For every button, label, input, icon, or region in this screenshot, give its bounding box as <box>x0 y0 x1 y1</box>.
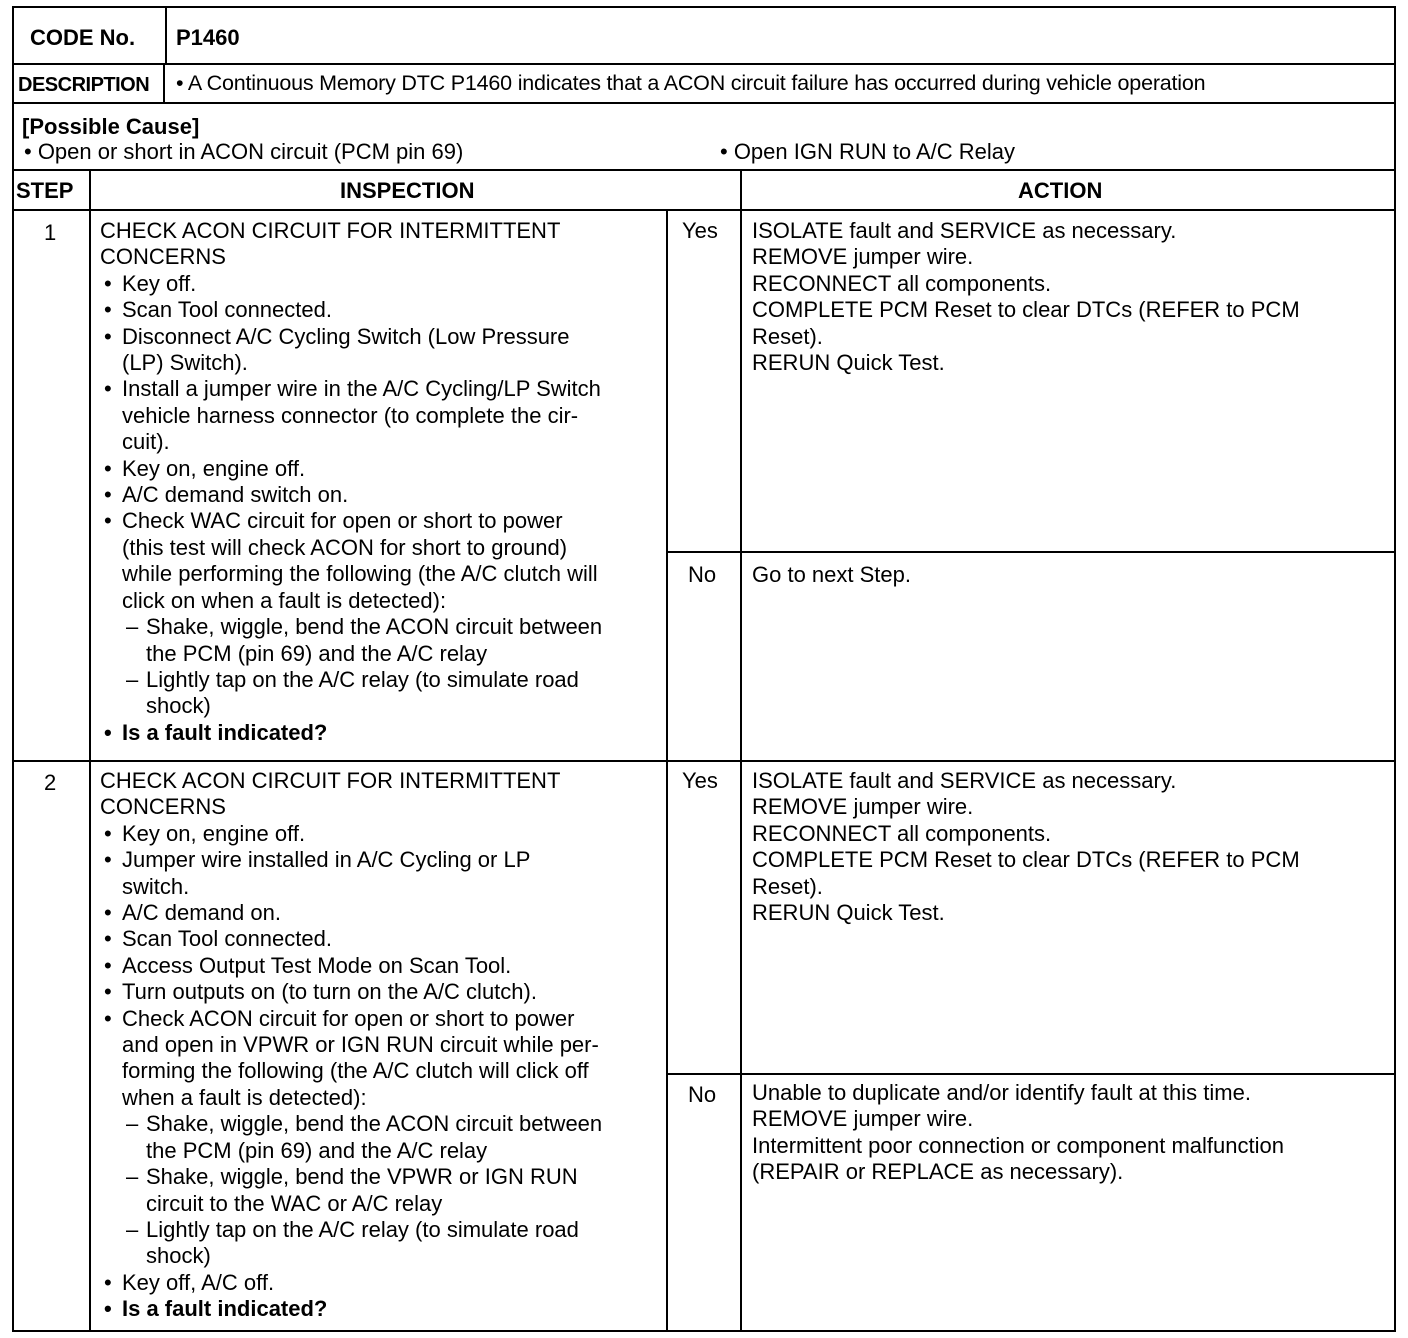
yes-action-list <box>752 218 1392 376</box>
inspection-item: • Check ACON circuit for open or short to power <box>100 1006 662 1032</box>
rule-step1-yes-no <box>666 551 1396 553</box>
column-header-step: STEP <box>16 178 74 203</box>
rule-step-divider <box>89 169 91 1332</box>
possible-cause-item: • Open IGN RUN to A/C Relay <box>720 139 1016 164</box>
action-line: RERUN Quick Test. <box>752 350 945 376</box>
action-line: Reset). <box>752 323 823 349</box>
action-line: RECONNECT all components. <box>752 270 1052 296</box>
description-text: • A Continuous Memory DTC P1460 indicates that a ACON circuit failure has occurred during vehicle operation <box>176 71 1206 95</box>
column-header-action: ACTION <box>1018 178 1103 203</box>
inspection-subitem: shock) <box>146 1243 211 1269</box>
inspection-item: switch. <box>122 873 190 899</box>
action-line: Reset). <box>752 873 823 899</box>
inspection-subitem: – Shake, wiggle, bend the ACON circuit between <box>100 1111 662 1137</box>
rule-inspection-yesno-divider <box>666 209 668 1332</box>
inspection-question: • Is a fault indicated? <box>100 1296 662 1322</box>
possible-cause-heading: [Possible Cause] <box>22 114 200 139</box>
inspection-item: • Check WAC circuit for open or short to power <box>100 508 662 534</box>
inspection-heading: CONCERNS <box>100 244 226 270</box>
inspection-subitem: – Shake, wiggle, bend the VPWR or IGN RUN <box>100 1164 662 1190</box>
action-line: ISOLATE fault and SERVICE as necessary. <box>752 218 1177 243</box>
step-number: 1 <box>44 220 57 245</box>
action-line: REMOVE jumper wire. <box>752 244 974 270</box>
no-label: No <box>688 562 717 587</box>
inspection-subitem: – Shake, wiggle, bend the ACON circuit between <box>100 614 662 640</box>
rule-header-bottom <box>12 209 1396 211</box>
no-action-list <box>752 562 1392 588</box>
inspection-item: forming the following (the A/C clutch will click off <box>122 1058 589 1084</box>
inspection-item: • Turn outputs on (to turn on the A/C clutch). <box>100 979 662 1005</box>
inspection-heading: CONCERNS <box>100 794 226 820</box>
inspection-item: • Disconnect A/C Cycling Switch (Low Pressure <box>100 324 662 350</box>
inspection-subitem: circuit to the WAC or A/C relay <box>146 1190 443 1216</box>
action-line: REMOVE jumper wire. <box>752 1106 974 1132</box>
description-label: DESCRIPTION <box>18 74 150 96</box>
action-line: Intermittent poor connection or component malfunction <box>752 1132 1284 1158</box>
action-line: ISOLATE fault and SERVICE as necessary. <box>752 768 1177 793</box>
no-action-list <box>752 1080 1392 1186</box>
inspection-item: while performing the following (the A/C clutch will <box>122 561 598 587</box>
inspection-heading: CHECK ACON CIRCUIT FOR INTERMITTENT <box>100 218 561 243</box>
inspection-item: cuit). <box>122 429 170 455</box>
inspection-item: • Key off. <box>100 271 662 297</box>
possible-cause-item: • Open or short in ACON circuit (PCM pin 69) <box>24 139 464 164</box>
inspection-item: vehicle harness connector (to complete the cir- <box>122 402 579 428</box>
inspection-item: • Jumper wire installed in A/C Cycling or LP <box>100 847 662 873</box>
inspection-subitem: the PCM (pin 69) and the A/C relay <box>146 1137 488 1163</box>
inspection-item: when a fault is detected): <box>122 1084 367 1110</box>
action-line: COMPLETE PCM Reset to clear DTCs (REFER to PCM <box>752 297 1300 323</box>
inspection-subitem: – Lightly tap on the A/C relay (to simulate road <box>100 1217 662 1243</box>
rule-cause-bottom <box>12 169 1396 171</box>
rule-code-divider <box>165 6 167 65</box>
yes-action-list <box>752 768 1392 926</box>
inspection-item: • Key on, engine off. <box>100 456 662 482</box>
action-line: Go to next Step. <box>752 562 911 587</box>
action-line: (REPAIR or REPLACE as necessary). <box>752 1159 1124 1185</box>
code-value: P1460 <box>176 25 240 50</box>
yes-label: Yes <box>682 218 718 243</box>
inspection-subitem: the PCM (pin 69) and the A/C relay <box>146 640 488 666</box>
inspection-item: • Scan Tool connected. <box>100 297 662 323</box>
rule-code-bottom <box>12 63 1396 65</box>
column-header-inspection: INSPECTION <box>340 178 475 203</box>
inspection-item: • Key off, A/C off. <box>100 1270 662 1296</box>
inspection-list <box>100 768 662 1323</box>
inspection-heading: CHECK ACON CIRCUIT FOR INTERMITTENT <box>100 768 561 793</box>
rule-inspection-action-divider <box>740 169 742 1332</box>
inspection-item: click on when a fault is detected): <box>122 587 447 613</box>
rule-description-bottom <box>12 102 1396 104</box>
inspection-subitem: – Lightly tap on the A/C relay (to simulate road <box>100 667 662 693</box>
inspection-item: • Access Output Test Mode on Scan Tool. <box>100 953 662 979</box>
inspection-item: • A/C demand on. <box>100 900 662 926</box>
rule-description-divider <box>163 63 165 104</box>
yes-label: Yes <box>682 768 718 793</box>
inspection-subitem: shock) <box>146 693 211 719</box>
rule-step1-bottom <box>12 760 1396 762</box>
inspection-list <box>100 218 662 746</box>
inspection-item: • Key on, engine off. <box>100 821 662 847</box>
action-line: RERUN Quick Test. <box>752 900 945 926</box>
inspection-question: • Is a fault indicated? <box>100 720 662 746</box>
inspection-item: • Scan Tool connected. <box>100 926 662 952</box>
action-line: Unable to duplicate and/or identify fault at this time. <box>752 1080 1251 1105</box>
step-number: 2 <box>44 770 57 795</box>
inspection-item: • Install a jumper wire in the A/C Cycling/LP Switch <box>100 376 662 402</box>
action-line: RECONNECT all components. <box>752 820 1052 846</box>
no-label: No <box>688 1082 717 1107</box>
rule-step2-yes-no <box>666 1073 1396 1075</box>
inspection-item: (this test will check ACON for short to ground) <box>122 534 568 560</box>
action-line: REMOVE jumper wire. <box>752 794 974 820</box>
inspection-item: and open in VPWR or IGN RUN circuit while per- <box>122 1032 599 1058</box>
inspection-item: (LP) Switch). <box>122 350 248 376</box>
code-label: CODE No. <box>30 25 136 50</box>
action-line: COMPLETE PCM Reset to clear DTCs (REFER to PCM <box>752 847 1300 873</box>
inspection-item: • A/C demand switch on. <box>100 482 662 508</box>
